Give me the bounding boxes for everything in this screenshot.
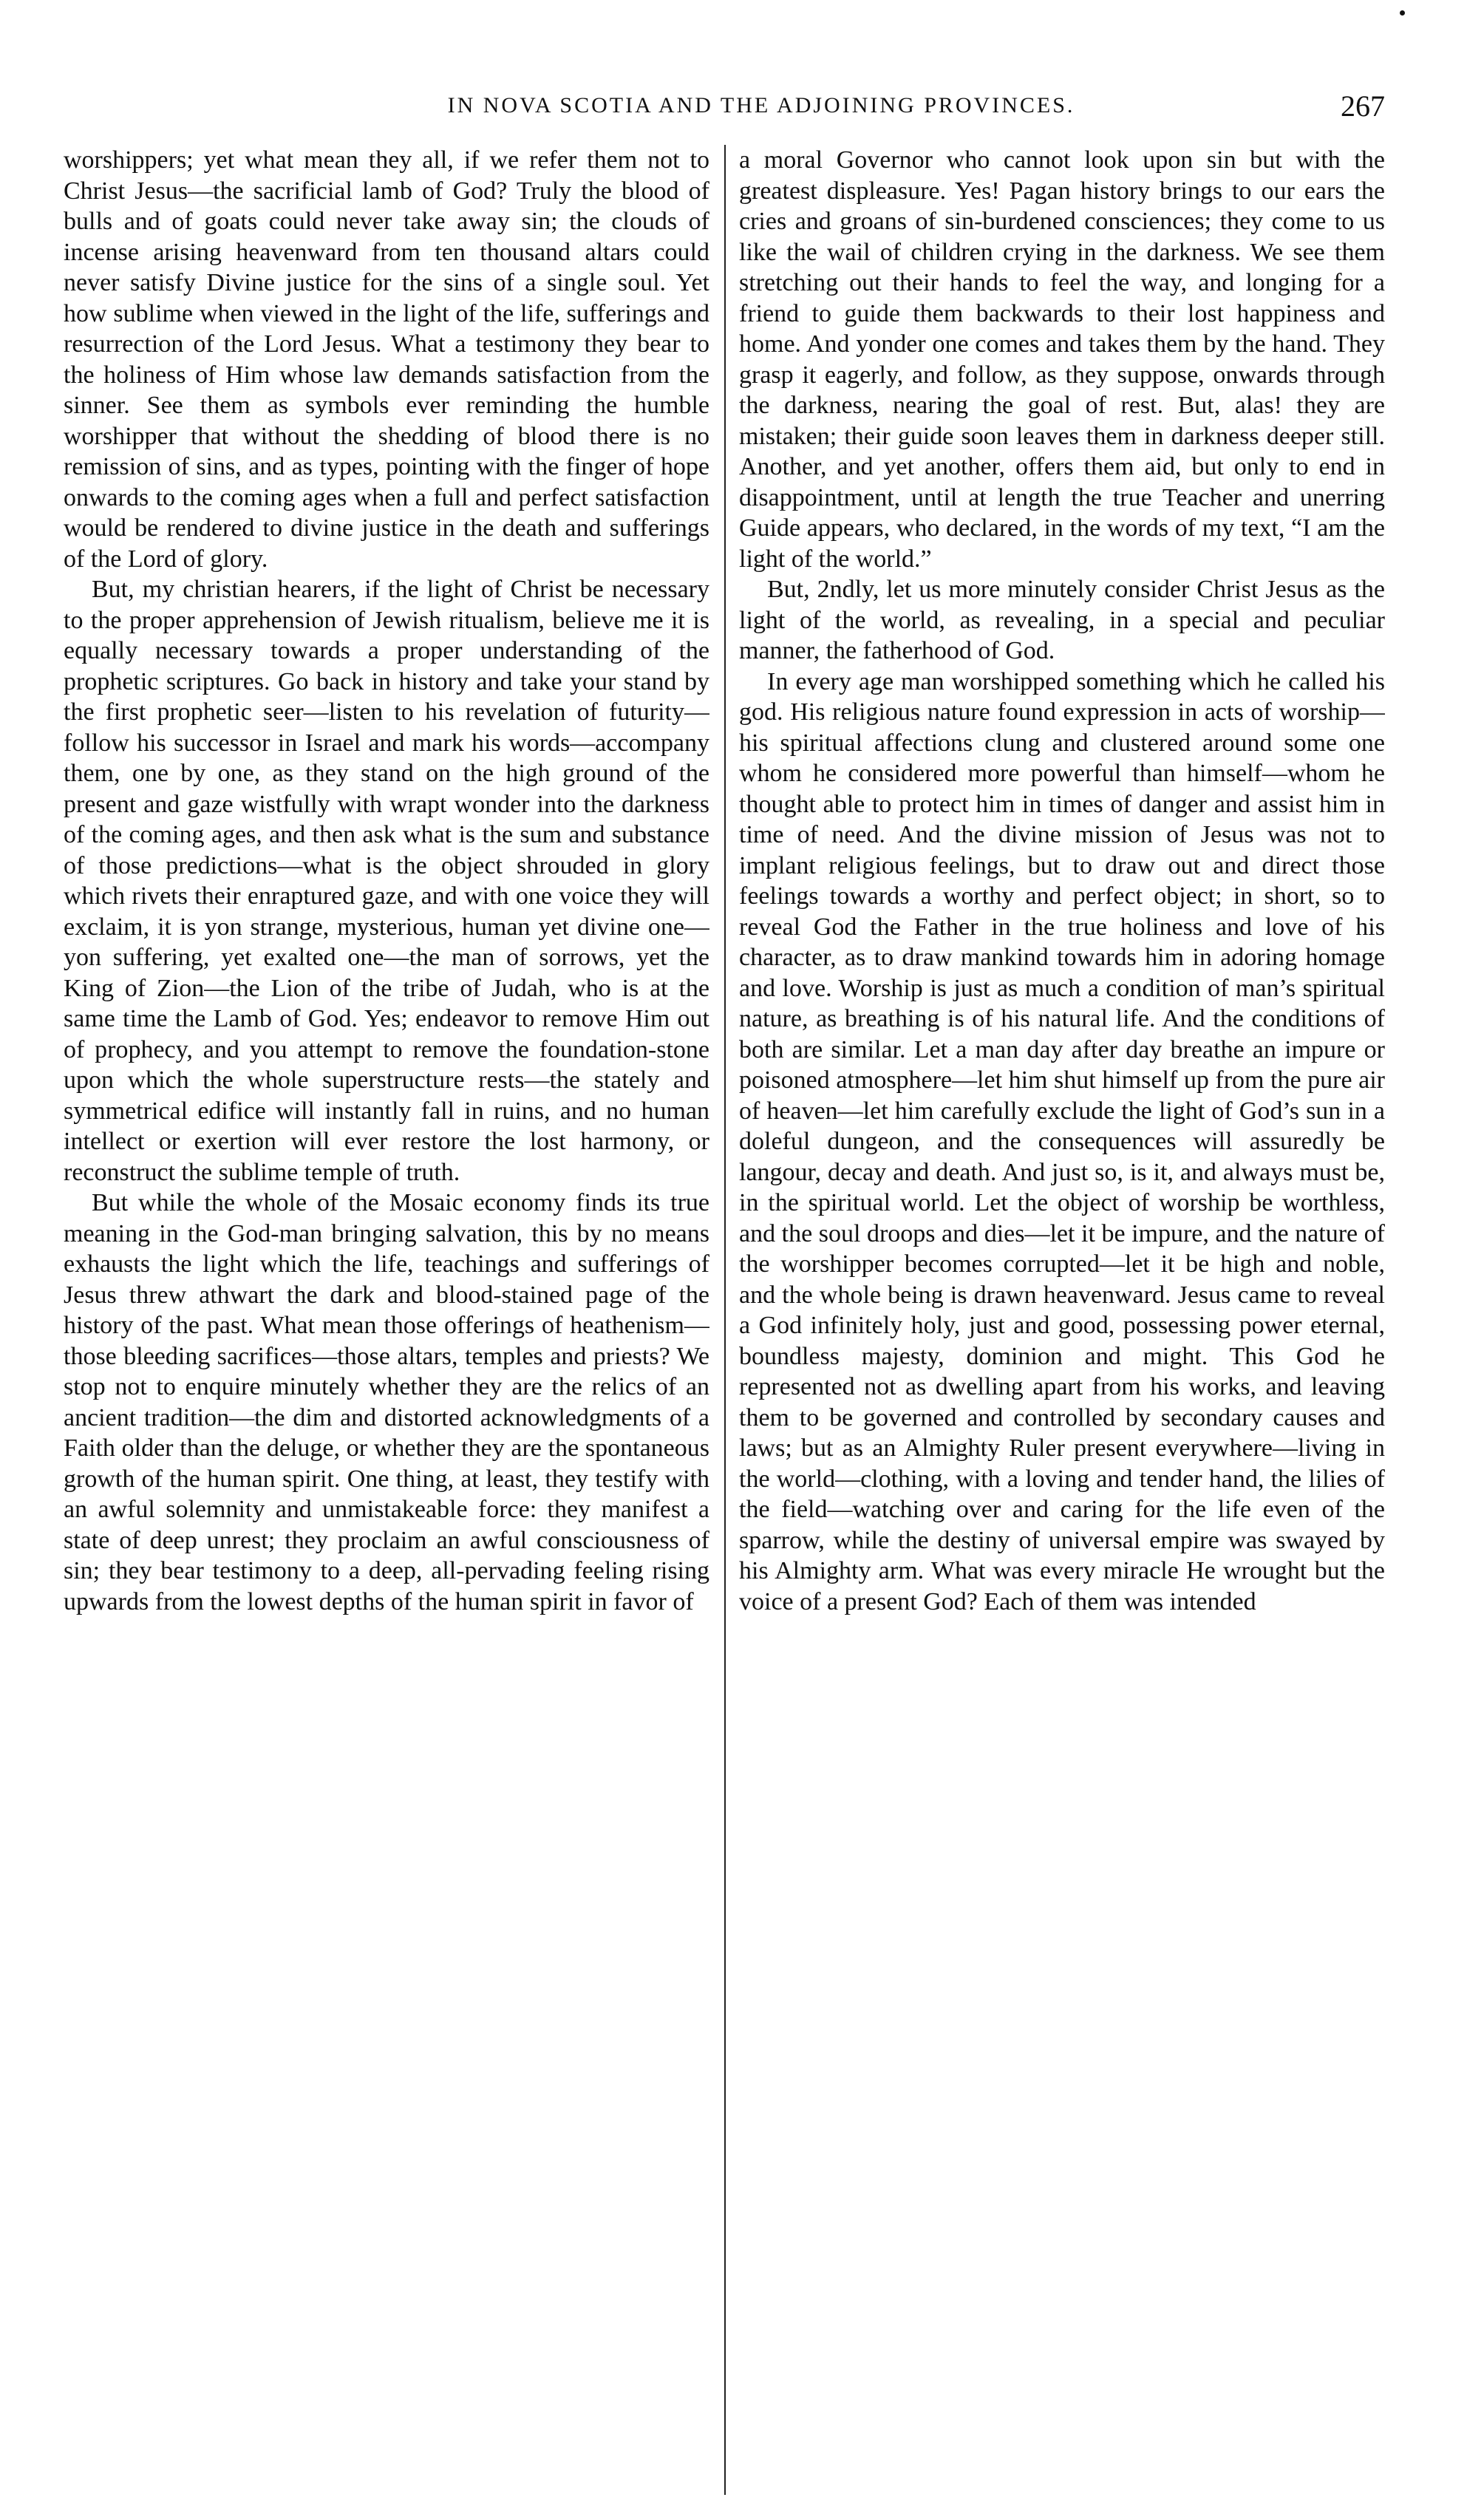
paragraph: But, my christian hearers, if the light of Christ be necessary to the proper apprehension of Jewish ritualism, believe me it is equally necessary towards a proper understanding of the prophetic scriptures. Go back in history and take your stand by the first prophetic seer—listen to his revelation of futurity—follow his successor in Israel and mark his words—accompany them, one by one, as they stand on the high ground of the present and gaze wistfully with wrapt wonder into the darkness of the coming ages, and then ask what is the sum and substance of those predictions—what is the object shrouded in glory which rivets their enraptured gaze, and with one voice they will exclaim, it is yon strange, mysterious, human yet divine one—yon suffering, yet exalted one—the man of sorrows, yet the King of Zion—the Lion of the tribe of Judah, who is at the same time the Lamb of God. Yes; endeavor to remove Him out of prophecy, and you attempt to remove the foundation-stone upon which the whole superstructure rests—the stately and symmetrical edifice will instantly fall in ruins, and no human intellect or exertion will ever restore the lost harmony, or reconstruct the sublime temple of truth.: [64, 576, 709, 1186]
paragraph: But, 2ndly, let us more minutely consider Christ Jesus as the light of the world, as revealing, in a special and peculiar manner, the fatherhood of God.: [739, 576, 1385, 664]
paragraph: But while the whole of the Mosaic economy finds its true meaning in the God-man bringing salvation, this by no means exhausts the light which the life, teachings and sufferings of Jesus threw athwart the dark and blood-stained page of the history of the past. What mean those offerings of heathenism—those bleeding sacrifices—those altars, temples and priests? We stop not to enquire minutely whether they are the relics of an ancient tradition—the dim and distorted acknowledgments of a Faith older than the deluge, or whether they are the spontaneous growth of the human spirit. One thing, at least, they testify with an awful solemnity and unmistakeable force: they manifest a state of deep unrest; they proclaim an awful consciousness of sin; they bear testimony to a deep, all-pervading feeling rising upwards from the lowest depths of the human spirit in favor of: [64, 1189, 709, 1615]
page-number: 267: [1341, 89, 1385, 123]
right-column: [739, 145, 1385, 2495]
running-title: IN NOVA SCOTIA AND THE ADJOINING PROVINCES.: [447, 93, 1075, 118]
paragraph: worshippers; yet what mean they all, if we refer them not to Christ Jesus—the sacrificial lamb of God? Truly the blood of bulls and of goats could never take away sin; the clouds of incense arising heavenward from ten thousand altars could never satisfy Divine justice for the sins of a single soul. Yet how sublime when viewed in the light of the life, sufferings and resurrection of the Lord Jesus. What a testimony they bear to the holiness of Him whose law demands satisfaction from the sinner. See them as symbols ever reminding the humble worshipper that without the shedding of blood there is no remission of sins, and as types, pointing with the finger of hope onwards to the coming ages when a full and perfect satisfaction would be rendered to divine justice in the death and sufferings of the Lord of glory.: [64, 146, 709, 573]
paragraph: In every age man worshipped something which he called his god. His religious nature found expression in acts of worship—his spiritual affections clung and clustered around some one whom he considered more powerful than himself—whom he thought able to protect him in times of danger and assist him in time of need. And the divine mission of Jesus was not to implant religious feelings, but to draw out and direct those feelings towards a worthy and perfect object; in short, so to reveal God the Father in the true holiness and love of his character, as to draw mankind towards him in adoring homage and love. Worship is just as much a condition of man’s spiritual nature, as breathing is of his natural life. And the conditions of both are similar. Let a man day after day breathe an impure or poisoned atmosphere—let him shut himself up from the pure air of heaven—let him carefully exclude the light of God’s sun in a doleful dungeon, and the consequences will assuredly be langour, decay and death. And just so, is it, and always must be, in the spiritual world. Let the object of worship be worthless, and the soul droops and dies—let it be impure, and the nature of the worshipper becomes corrupted—let it be high and noble, and the whole being is drawn heavenward. Jesus came to reveal a God infinitely holy, just and good, possessing power eternal, boundless majesty, dominion and might. This God he represented not as dwelling apart from his works, and leaving them to be governed and controlled by secondary causes and laws; but as an Almighty Ruler present everywhere—living in the world—clothing, with a loving and tender hand, the lilies of the field—watching over and caring for the life even of the sparrow, while the destiny of universal empire was swayed by his Almighty arm. What was every miracle He wrought but the voice of a present God? Each of them was intended: [739, 667, 1385, 1615]
ink-speck: [1400, 10, 1405, 16]
column-divider: [724, 145, 726, 2495]
running-head: [64, 89, 1394, 123]
left-column: [64, 145, 709, 2495]
paragraph: a moral Governor who cannot look upon sin but with the greatest displeasure. Yes! Pagan history brings to our ears the cries and groans of sin-burdened consciences; they come to us like the wail of children crying in the darkness. We see them stretching out their hands to feel the way, and longing for a friend to guide them backwards to their lost happiness and home. And yonder one comes and takes them by the hand. They grasp it eagerly, and follow, as they suppose, onwards through the darkness, nearing the goal of rest. But, alas! they are mistaken; their guide soon leaves them in darkness deeper still. Another, and yet another, offers them aid, but only to end in disappointment, until at length the true Teacher and unerring Guide appears, who declared, in the words of my text, “I am the light of the world.”: [739, 146, 1385, 573]
